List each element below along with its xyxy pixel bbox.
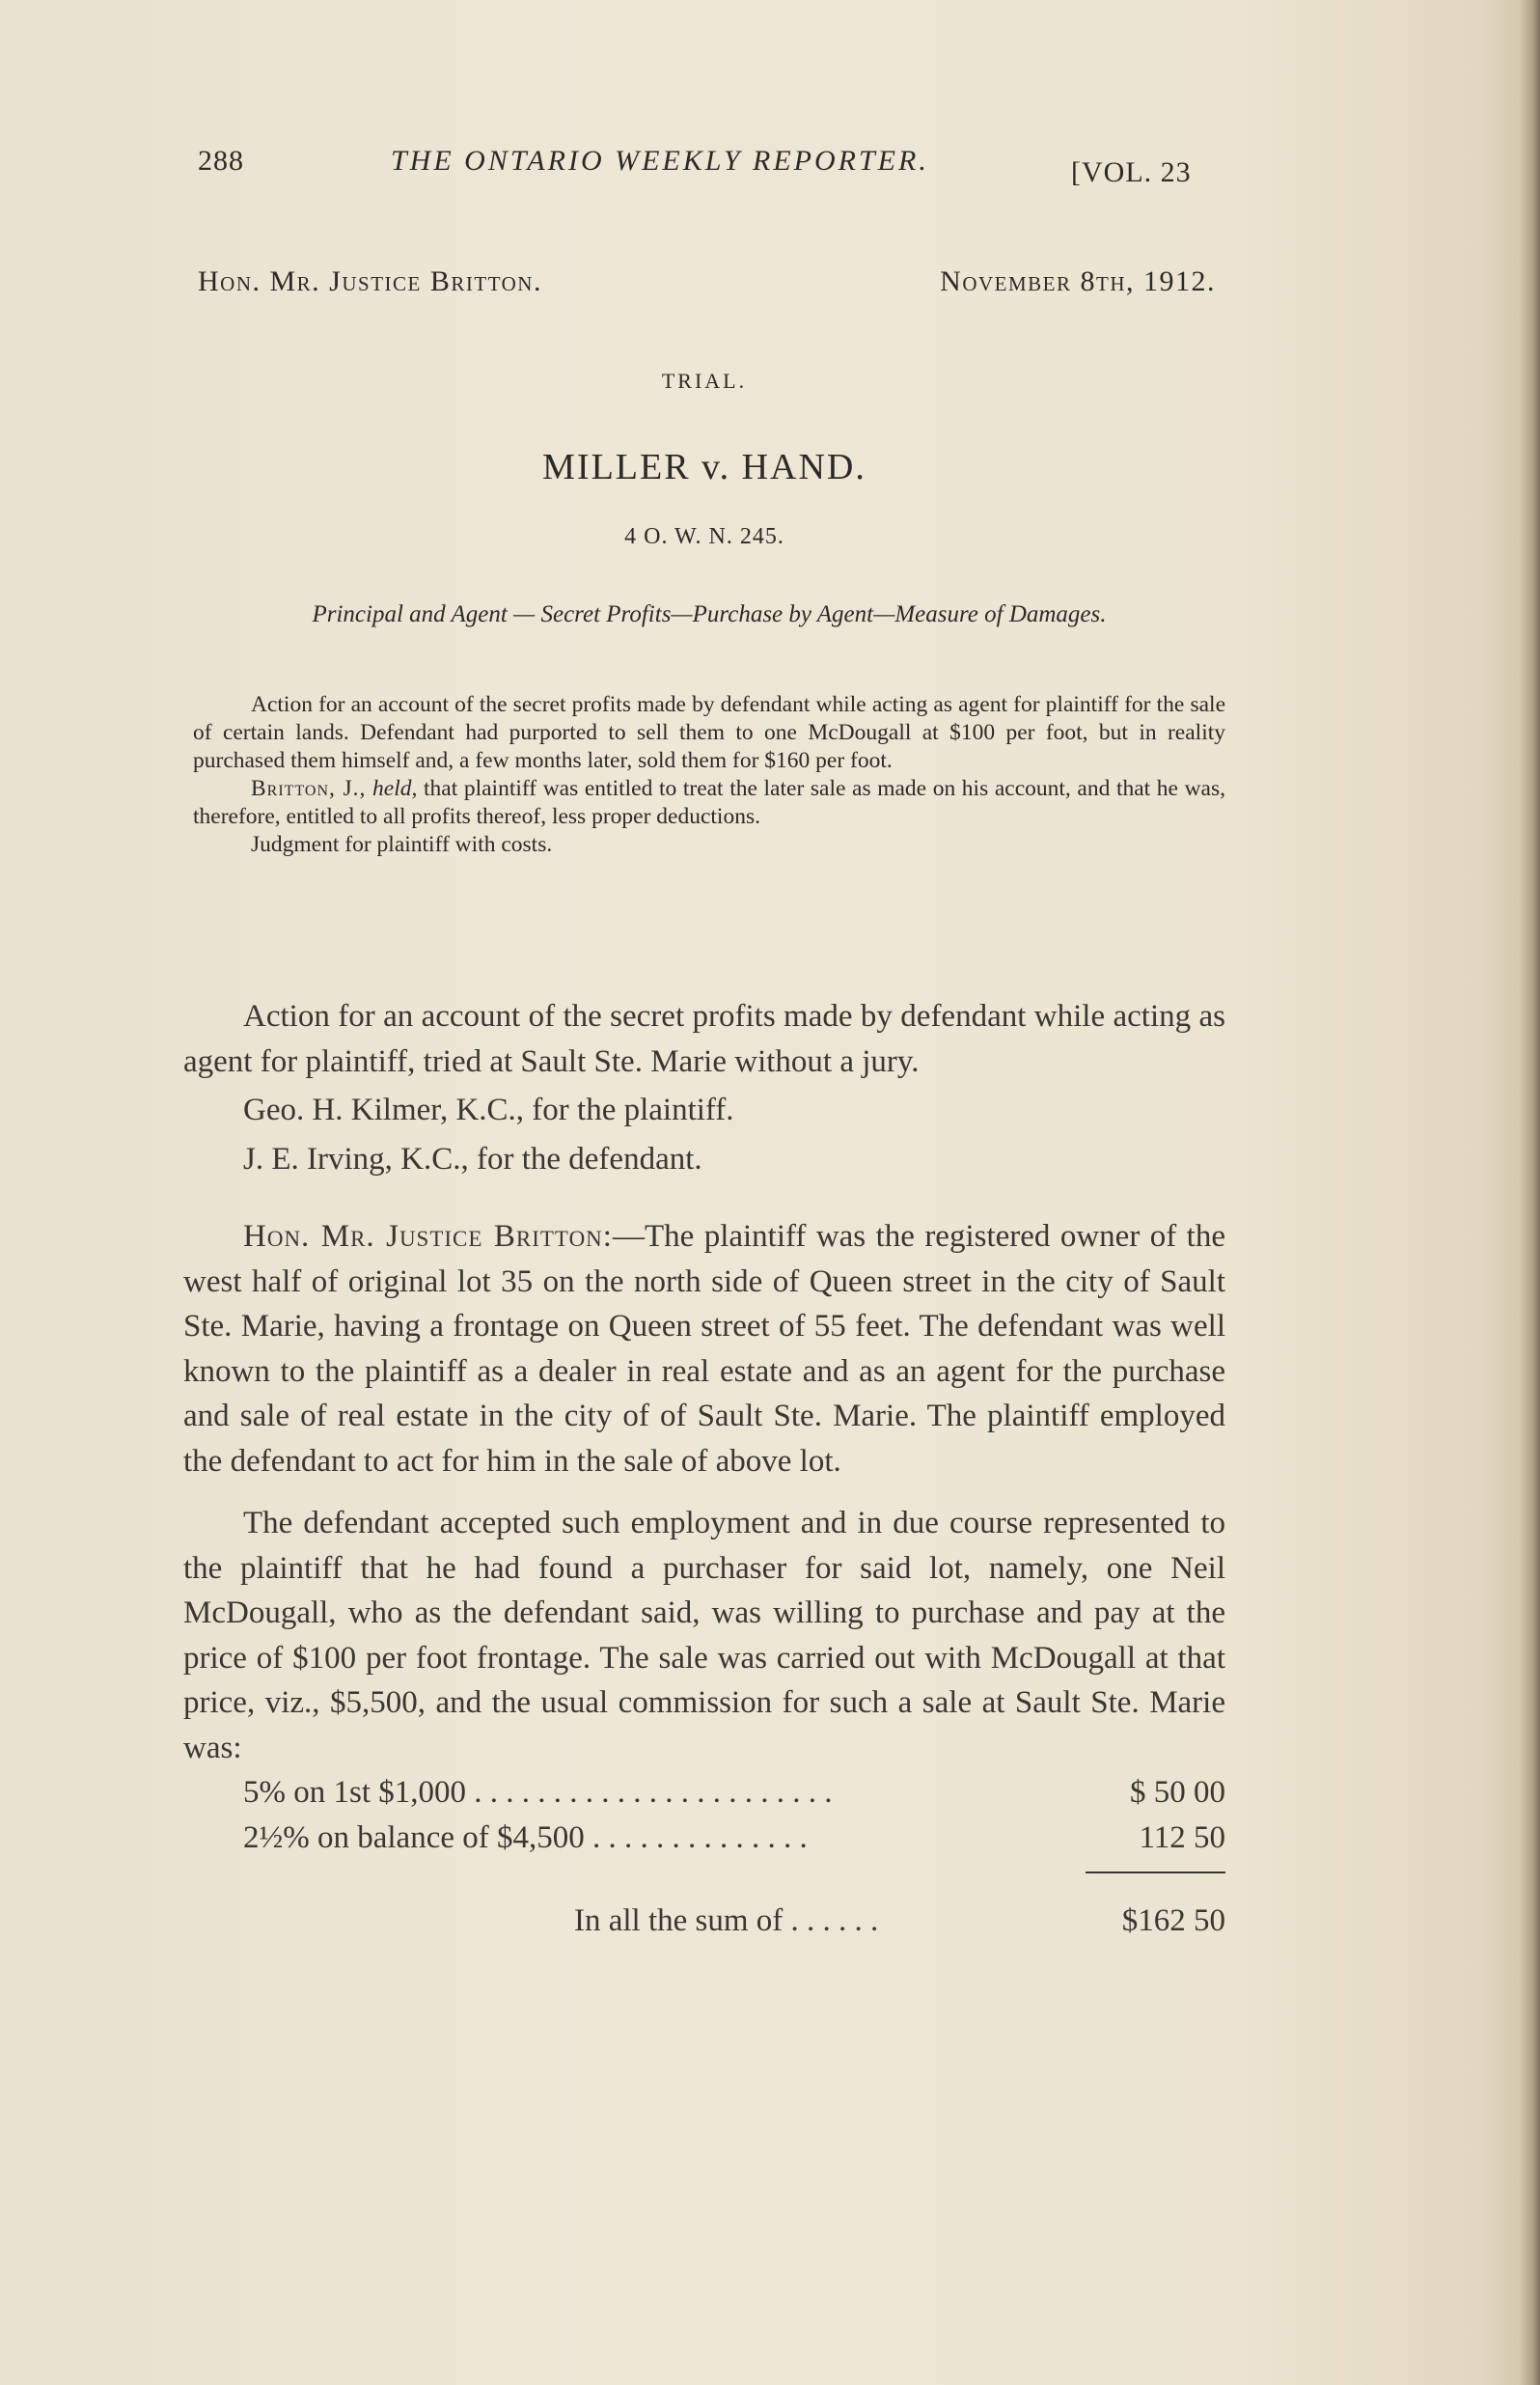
opinion-judge: Hon. Mr. Justice Britton: [243,1219,613,1254]
headnote-judge: Britton, J., [251,776,367,801]
journal-title: THE ONTARIO WEEKLY REPORTER. [391,145,929,177]
volume-number: [VOL. 23 [1071,156,1192,188]
commission-line-2 [183,1816,1225,1861]
judge-name: Hon. Mr. Justice Britton. [198,265,542,297]
headnote-judgment: Judgment for plaintiff with costs. [251,832,553,857]
case-citation: 4 O. W. N. 245. [624,524,784,549]
intro-paragraph: Action for an account of the secret profits made by defendant while acting as agent for plaintiff, tried at Sault Ste. Marie without a jury. [183,999,1225,1079]
commission-line-1 [183,1770,1225,1816]
headnote-holding-text: that plaintiff was entitled to treat the later sale as made on his account, and that he was, therefore, entitled to all profits thereof, less proper deductions. [193,776,1225,829]
commission-total-amount: $162 50 [1121,1903,1225,1938]
opinion-paragraph-1-text: —The plaintiff was the registered owner of the west half of original lot 35 on the north side of Queen street in the city of Sault Ste. Marie, having a frontage on Queen street of 55 feet. The defendant was well known to the plaintiff as a dealer in real estate and as an agent for the purchase and sale of real estate in the city of of Sault Ste. Marie. The plaintiff employed the defendant to act for him in the sale of above lot. [183,1219,1225,1479]
page-number: 288 [198,145,244,177]
opinion-paragraph-1 [183,1214,1225,1484]
commission-line-2-amount: 112 50 [1139,1819,1225,1855]
headnote-paragraph: Action for an account of the secret profits made by defendant while acting as agent for plaintiff for the sale of certain lands. Defendant had purported to sell them to one McDougall at $100 per foot, but in reality purchased them himself and, a few months later, sold them for $160 per foot. [193,692,1225,773]
proceeding-type: TRIAL. [661,369,748,393]
counsel-defendant: J. E. Irving, K.C., for the defendant. [243,1141,702,1177]
commission-line-1-label: 5% on 1st $1,000 . . . . . . . . . . . . . . . . . . . . . . . [243,1775,833,1810]
book-spine-shadow [1519,0,1540,2385]
sum-rule [1086,1872,1225,1873]
commission-line-2-label: 2½% on balance of $4,500 . . . . . . . . . . . . . . [243,1819,808,1855]
counsel-plaintiff: Geo. H. Kilmer, K.C., for the plaintiff. [243,1093,734,1127]
headnote-title: Principal and Agent — Secret Profits—Purchase by Agent—Measure of Damages. [312,601,1107,627]
running-header [183,145,1225,203]
commission-total [183,1899,1225,1956]
decision-date: November 8th, 1912. [940,265,1216,297]
opinion-body [183,994,1225,1956]
headnote [193,691,1225,859]
case-name: MILLER v. HAND. [542,447,866,487]
commission-line-1-amount: $ 50 00 [1130,1775,1225,1810]
opinion-paragraph-2: The defendant accepted such employment and in due course represented to the plaintiff that he had found a purchaser for said lot, namely, one Neil McDougall, who as the defendant said, was willing to purchase and pay at the price of $100 per foot frontage. The sale was carried out with McDougall at that price, viz., $5,500, and the usual commission for such a sale at Sault Ste. Marie was: [183,1506,1225,1765]
judge-date-line [198,265,1221,298]
headnote-holding [193,775,1225,831]
commission-total-label: In all the sum of . . . . . . [574,1903,879,1938]
headnote-held: held, [372,776,418,801]
